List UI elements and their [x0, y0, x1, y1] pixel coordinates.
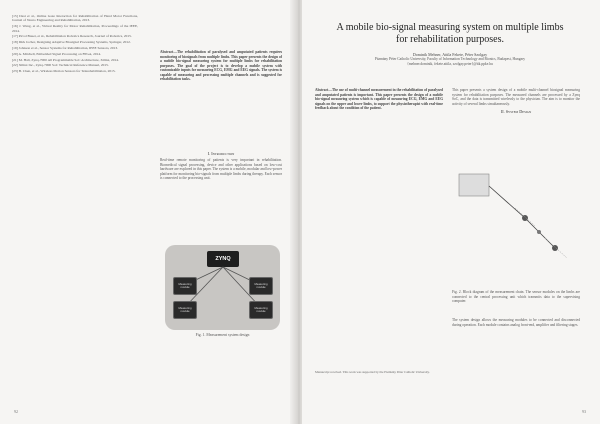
left-column-body [160, 148, 282, 181]
right-abstract: Abstract—The use of multi-channel measurement in the rehabilitation of paralysed and amputated patients is important. This paper presents the design of a mobile bio-signal measuring system which is capable of measuring ECG, EMG and EEG signals on the upper and lower limbs, to support the physiotherapist with real-time feedback about the condition of the patient. [315, 88, 443, 110]
authors: Dominik Mehner, Attila Fekete, Péter Szolgay [412, 52, 488, 57]
left-page-number: 92 [14, 409, 18, 414]
reference-item: [16] J. Wang, et al., Virtual Reality for Motor Rehabilitation, Proceedings of the IEEE, 2014. [12, 24, 138, 33]
figure-2-caption: Fig. 2. Block diagram of the measurement chain. The sensor modules on the limbs are connected to the central processing unit which transmits data to the supervising computer. [452, 290, 580, 303]
zynq-block: ZYNQ [207, 251, 239, 267]
section-heading: II. System Design [500, 109, 532, 114]
intro-paragraph: Real-time remote monitoring of patients is very important in rehabilitation. Biomedical signal processing, device and other applications based on low-cost hardware are explored in this paper. The system is a mobile, modular and low-power platform for monitoring bio-signals from multiple limbs during therapy. Each sensor is connected to the processing unit. [160, 158, 282, 180]
author-block [330, 52, 570, 66]
reference-list [12, 14, 138, 75]
measuring-module-node: Measuring module [173, 301, 197, 319]
right-right-column [452, 88, 580, 116]
reference-item: [19] Johnson et al., Sensor Systems for Rehabilitation, IEEE Sensors, 2013. [12, 46, 119, 50]
reference-item: [20] A. Mitchell, Embedded Signal Processing on FPGA, 2014. [12, 51, 102, 56]
reference-item: [18] Dirk Jocher, Designing Adaptive Biosignal Processing Systems, Springer, 2012. [12, 40, 131, 45]
right-bottom-text: The system design allows the measuring modules to be connected and disconnected during operation. Each module contains analog front-end, amplifier and filtering stages. [452, 318, 580, 327]
right-page-number: 93 [582, 409, 586, 414]
footnote: Manuscript received. This work was supported by the Pázmány Péter Catholic University. [315, 370, 430, 374]
reference-item: [22] Xilinx Inc., Zynq-7000 SoC Technical Reference Manual, 2015. [12, 63, 109, 68]
measuring-module-node: Measuring module [173, 277, 197, 295]
figure-1 [165, 245, 280, 330]
measuring-module-node: Measuring module [249, 301, 273, 319]
right-bottom-paragraph [452, 318, 580, 327]
figure-2 [455, 168, 577, 286]
reference-item: [15] Desi et al., Online Gaze Interaction for Rehabilitation of Hand Motor Functions, Journal of Neuro Engineering and Rehabilitation, 2013. [12, 14, 138, 23]
reference-item: [23] B. Chen, et al., Wireless Motion Sensors for Telerehabilitation, 2015. [12, 69, 116, 74]
measuring-module-node: Measuring module [249, 277, 273, 295]
reference-item: [17] Pavol Bauer, et al., Rehabilitation Robotics Research, Journal of Robotics, 2015. [12, 34, 132, 39]
reference-item: [21] M. Hall, Zynq-7000 All Programmable SoC Architecture, Xilinx, 2014. [12, 57, 119, 62]
paper-title: A mobile bio-signal measuring system on multiple limbs for rehabilitation purposes. [336, 22, 564, 45]
right-paragraph: This paper presents a system design of a mobile multi-channel biosignal measuring system for rehabilitation purposes. The measured channels are processed by a Zynq SoC, and the data is transmitted wirelessly to the physician. The aim is to monitor the activity of several limbs simultaneously. [452, 88, 580, 106]
affiliation: Pázmány Péter Catholic University, Faculty of Information Technology and Bionics, Budapest, Hungary [374, 57, 526, 61]
emails: {mehner.dominik, fekete.attila, szolgay.peter}@itk.ppke.hu [407, 61, 493, 66]
left-abstract: Abstract—The rehabilitation of paralysed and amputated patients requires monitoring of biosignals from multiple limbs. This paper presents the design of a mobile bio-signal measuring system for multiple limbs for rehabilitation purposes. The goal of the project is to develop a mobile system with customizable inputs for measuring ECG, EMG and EEG signals. The system is capable of measuring and processing multiple channels and is suggested for rehabilitation tasks. [160, 50, 282, 81]
left-page [0, 0, 296, 424]
right-left-column [315, 88, 443, 111]
section-heading: I. Introduction [207, 151, 235, 156]
figure-1-caption: Fig. 1. Measurement system design [195, 333, 250, 337]
